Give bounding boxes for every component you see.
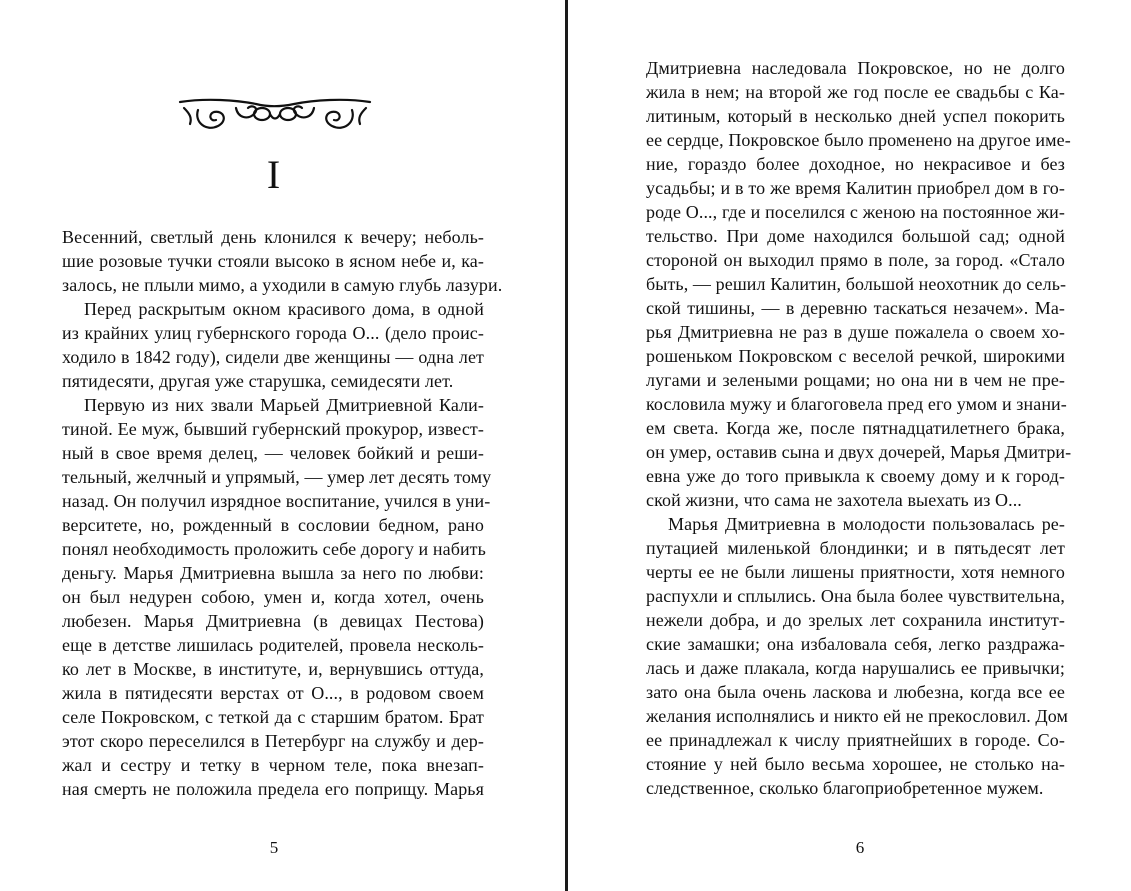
text-line: Марья Дмитриевна в молодости пользовалась ре- [668, 514, 1065, 534]
text-line: Перед раскрытым окном красивого дома, в одной [84, 299, 484, 319]
text-line: евна уже до того привыкла к своему дому и к город- [646, 466, 1065, 486]
text-line: стороной он выходил прямо в поле, за город. «Стало [646, 250, 1065, 270]
text-line: нежели добра, и до зрелых лет сохранила институт- [646, 610, 1065, 630]
text-line: усадьбы; и в то же время Калитин приобрел дом в го- [646, 178, 1065, 198]
text-line: рья Дмитриевна не раз в душе пожалела о своем хо- [646, 322, 1065, 342]
text-line: тиной. Ее муж, бывший губернский прокурор, извест- [62, 419, 484, 439]
text-line: роде О..., где и поселился с женою на постоянное жи- [646, 202, 1065, 222]
text-line: верситете, но, рожденный в сословии бедном, рано [62, 515, 484, 535]
text-line: назад. Он получил изрядное воспитание, учился в уни- [62, 491, 491, 511]
text-line: ее сердце, Покровское было променено на другое име- [646, 130, 1071, 150]
text-line: путацией миленькой блондинки; и в пятьдесят лет [646, 538, 1065, 558]
text-line: кословила мужу и благоговела пред его умом и знани- [646, 394, 1067, 414]
text-line: жила в нем; на второй же год после ее свадьбы с Ка- [646, 82, 1065, 102]
text-line: ние, гораздо более доходное, но некрасивое и без [646, 154, 1065, 174]
text-line: лугами и зелеными рощами; но она ни в чем не пре- [646, 370, 1065, 390]
text-line: из крайних улиц губернского города О... (дело проис- [62, 323, 484, 343]
text-line: он умер, оставив сына и двух дочерей, Марья Дмитри- [646, 442, 1072, 462]
text-line: жал и сестру и тетку в черном теле, пока внезап- [62, 755, 484, 775]
text-line: ские замашки; она избаловала себя, легко раздража- [646, 634, 1065, 654]
text-line: залось, не плыли мимо, а уходили в самую глубь лазури. [62, 275, 503, 295]
text-line: ходило в 1842 году), сидели две женщины — одна лет [62, 347, 484, 367]
text-line: следственное, сколько благоприобретенное мужем. [646, 778, 1044, 798]
text-line: рошеньком Покровском с веселой речкой, широкими [646, 346, 1065, 366]
text-line: селе Покровском, с теткой да с старшим братом. Брат [62, 707, 484, 727]
text-line: еще в детстве лишилась родителей, провела несколь- [62, 635, 484, 655]
text-line: этот скоро переселился в Петербург на службу и дер- [62, 731, 484, 751]
text-line: Дмитриевна наследовала Покровское, но не долго [646, 58, 1065, 78]
text-line: шие розовые тучки стояли высоко в ясном небе и, ка- [62, 251, 484, 271]
text-line: ее принадлежал к числу приятнейших в городе. Со- [646, 730, 1065, 750]
text-line: ской тишины, — в деревню таскаться незачем». Ма- [646, 298, 1065, 318]
text-line: тельный, желчный и упрямый, — умер лет десять тому [62, 467, 492, 487]
text-line: Весенний, светлый день клонился к вечеру; неболь- [62, 227, 484, 247]
text-line: ем света. Когда же, после пятнадцатилетнего брака, [646, 418, 1065, 438]
text-line: он был недурен собою, умен и, когда хотел, очень [62, 587, 484, 607]
text-line: деньгу. Марья Дмитриевна вышла за него по любви: [62, 563, 484, 583]
text-line: ная смерть не положила предела его поприщу. Марья [62, 779, 484, 799]
text-line: тельство. При доме находился большой сад; одной [646, 226, 1065, 246]
text-line: быть, — решил Калитин, большой неохотник до сель- [646, 274, 1067, 294]
text-line: стояние у ней было весьма хорошее, не столько на- [646, 754, 1065, 774]
text-line: ской жизни, что сама не захотела выехать из О... [646, 490, 1022, 510]
right-page [569, 0, 1131, 891]
text-line: желания исполнялись и никто ей не прекословил. Дом [646, 706, 1069, 726]
page-number: 6 [855, 838, 865, 857]
page-number: 5 [269, 838, 279, 857]
text-line: понял необходимость проложить себе дорогу и набить [62, 539, 486, 559]
text-line: зато она была очень ласкова и любезна, когда все ее [646, 682, 1065, 702]
text-line: литиным, который в несколько дней успел покорить [646, 106, 1065, 126]
text-line: ный в свое время делец, — человек бойкий и реши- [62, 443, 484, 463]
flourish-ornament-icon [176, 88, 374, 138]
text-line: любезен. Марья Дмитриевна (в девицах Пестова) [62, 611, 484, 631]
text-line: ко лет в Москве, в институте, и, вернувшись оттуда, [62, 659, 484, 679]
text-line: распухли и сплылись. Она была более чувствительна, [646, 586, 1065, 606]
text-line: пятидесяти, другая уже старушка, семидесяти лет. [62, 371, 454, 391]
text-line: черты ее не были лишены приятности, хотя немного [646, 562, 1065, 582]
left-body-text [62, 225, 503, 801]
text-line: жила в пятидесяти верстах от О..., в родовом своем [62, 683, 484, 703]
right-body-text [646, 56, 1072, 800]
text-line: Первую из них звали Марьей Дмитриевной Кали- [84, 395, 484, 415]
text-line: лась и даже плакала, когда нарушались ее привычки; [646, 658, 1065, 678]
chapter-heading: I [266, 152, 282, 197]
